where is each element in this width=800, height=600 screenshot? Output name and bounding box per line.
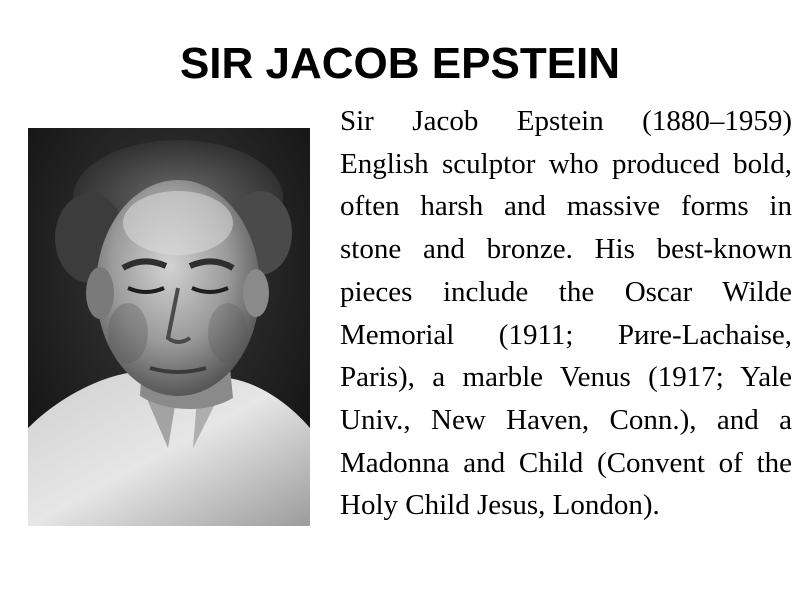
biography-text: Sir Jacob Epstein (1880–1959) English sculptor who produced bold, often harsh and massive forms in stone and bronze. His best-known pieces include the Oscar Wilde Memorial (1911; Pиre-Lachaise, Paris), a marble Venus (1917; Yale Univ., New Haven, Conn.), and a Madonna and Child (Convent of the Holy Child Jesus, London). (340, 105, 792, 522)
portrait-photo (28, 128, 310, 526)
slide-title: SIR JACOB EPSTEIN (179, 39, 621, 88)
